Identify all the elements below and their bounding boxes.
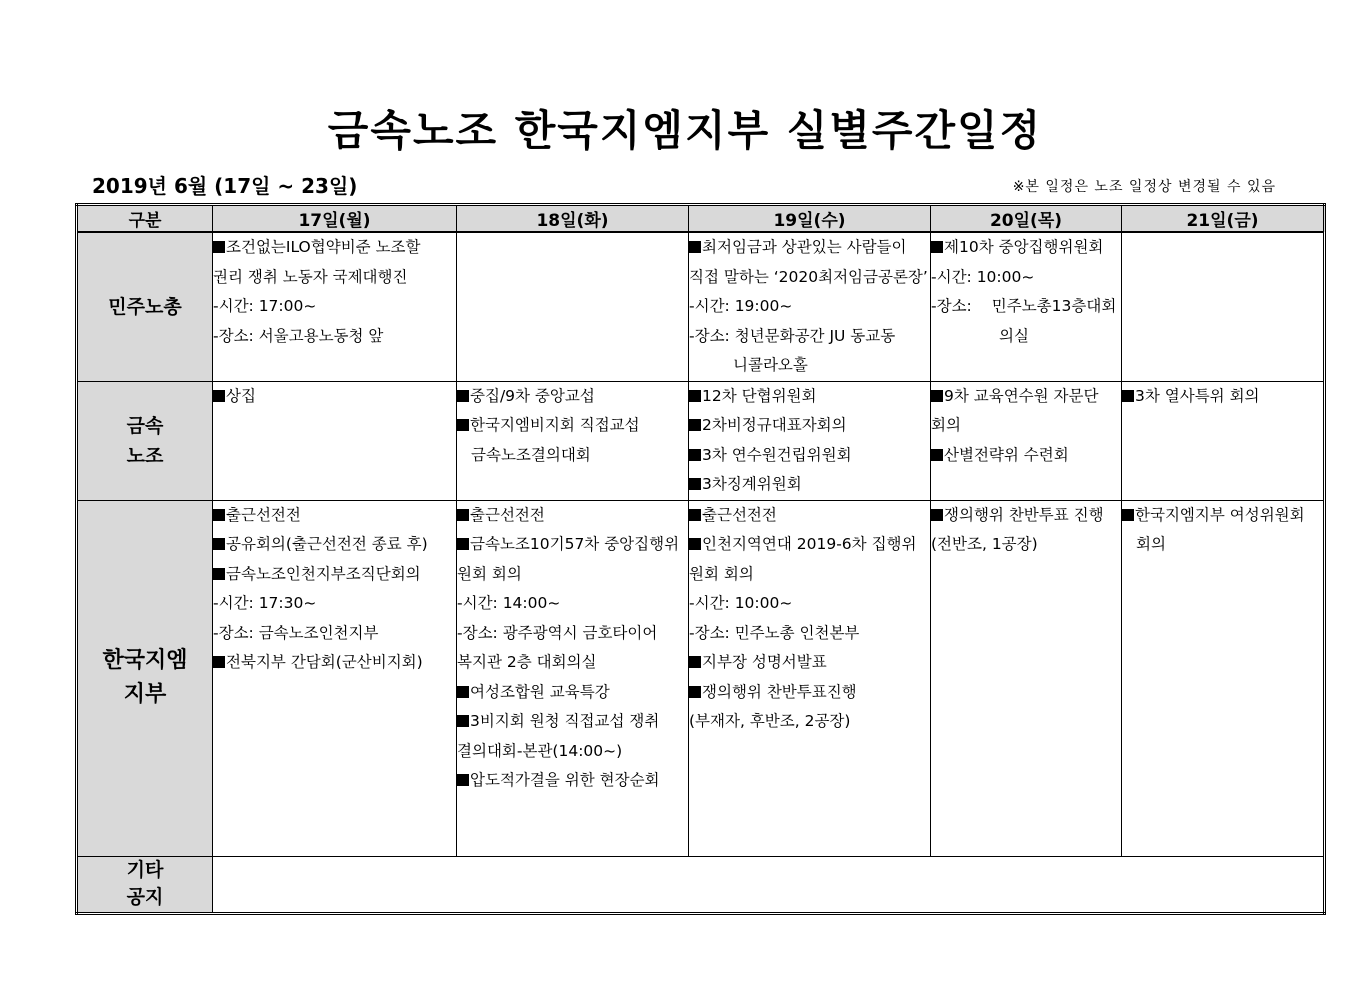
cell-gm-thu (931, 500, 1122, 856)
schedule-line: 3차징계위원회 (689, 470, 930, 500)
schedule-line: -시간: 17:00~ (213, 297, 317, 315)
cell-kctu-thu (931, 232, 1122, 381)
schedule-line: 공유회의(출근선전전 종료 후) (213, 530, 456, 560)
bullet-square-icon (1122, 509, 1134, 521)
cell-kmwu-mon (213, 381, 457, 500)
bullet-square-icon (689, 478, 701, 490)
row-header-label: 지부 (123, 682, 167, 707)
schedule-period: 2019년 6월 (17일 ~ 23일) (92, 174, 358, 198)
schedule-line: 한국지엠지부 여성위원회 (1122, 501, 1323, 531)
bullet-square-icon (457, 774, 469, 786)
schedule-line: 쟁의행위 찬반투표진행 (689, 678, 930, 708)
row-header-gm (77, 500, 213, 856)
schedule-line: -시간: 14:00~ (457, 594, 561, 612)
row-header-label: 기타 (126, 859, 164, 881)
cell-kmwu-fri (1122, 381, 1325, 500)
table-row (77, 232, 1325, 381)
column-header-tue: 18일(화) (457, 205, 689, 233)
bullet-square-icon (689, 656, 701, 668)
schedule-line: -시간: 10:00~ (689, 594, 793, 612)
weekly-schedule-table (75, 203, 1326, 915)
schedule-line: 여성조합원 교육특강 (457, 678, 688, 708)
row-header-label: 공지 (126, 886, 164, 908)
schedule-line: 출근선전전 (689, 501, 930, 531)
schedule-line: 쟁의행위 찬반투표 진행 (931, 501, 1121, 531)
row-header-label: 노조 (126, 444, 164, 467)
column-header-category: 구분 (77, 205, 213, 233)
cell-kctu-wed (689, 232, 931, 381)
bullet-square-icon (213, 568, 225, 580)
schedule-line: (전반조, 1공장) (931, 535, 1038, 553)
schedule-line: 중집/9차 중앙교섭 (457, 382, 688, 412)
row-header-label: 민주노총 (108, 295, 182, 318)
schedule-line: -장소: 청년문화공간 JU 동교동 (689, 326, 896, 345)
schedule-line: -시간: 10:00~ (931, 267, 1035, 286)
table-header-row (77, 205, 1325, 233)
cell-gm-fri (1122, 500, 1325, 856)
page-title: 금속노조 한국지엠지부 실별주간일정 (327, 106, 1043, 155)
cell-kctu-fri (1122, 232, 1325, 381)
schedule-line: 금속노조인천지부조직단회의 (213, 560, 456, 590)
cell-gm-mon (213, 500, 457, 856)
bullet-square-icon (689, 509, 701, 521)
schedule-line: 의실 (999, 326, 1029, 345)
bullet-square-icon (213, 509, 225, 521)
schedule-line: 권리 쟁취 노동자 국제대행진 (213, 267, 408, 286)
schedule-line: 회의 (931, 416, 961, 434)
table-row (77, 500, 1325, 856)
cell-kmwu-tue (457, 381, 689, 500)
table-row (77, 381, 1325, 500)
schedule-line: -장소: 서울고용노동청 앞 (213, 326, 384, 345)
bullet-square-icon (457, 538, 469, 550)
row-header-etc (77, 856, 213, 913)
bullet-square-icon (457, 390, 469, 402)
bullet-square-icon (931, 241, 943, 253)
row-header-kmwu (77, 381, 213, 500)
cell-kctu-tue (457, 232, 689, 381)
schedule-line: 최저임금과 상관있는 사람들이 (689, 233, 930, 263)
table-row (77, 856, 1325, 913)
schedule-line: 원회 회의 (689, 564, 754, 583)
schedule-line: 3비지회 원청 직접교섭 쟁취 (457, 707, 688, 737)
schedule-line: 상집 (213, 382, 456, 412)
schedule-line: 복지관 2층 대회의실 (457, 653, 597, 671)
bullet-square-icon (689, 449, 701, 461)
schedule-line: 지부장 성명서발표 (689, 648, 930, 678)
bullet-square-icon (213, 241, 225, 253)
schedule-line: 제10차 중앙집행위원회 (931, 233, 1121, 263)
bullet-square-icon (931, 449, 943, 461)
schedule-line: 한국지엠비지회 직접교섭 (457, 411, 688, 441)
schedule-line: 금속노조결의대회 (471, 445, 591, 464)
schedule-line: 금속노조10기57차 중앙집행위 (457, 530, 688, 560)
schedule-line: 직접 말하는 ‘2020최저임금공론장’ (689, 267, 928, 286)
bullet-square-icon (213, 538, 225, 550)
cell-kmwu-wed (689, 381, 931, 500)
cell-kmwu-thu (931, 381, 1122, 500)
schedule-line: 결의대회-본관(14:00~) (457, 741, 623, 760)
schedule-line: 회의 (1136, 535, 1166, 553)
cell-gm-tue (457, 500, 689, 856)
cell-kctu-mon (213, 232, 457, 381)
schedule-line: 출근선전전 (457, 501, 688, 531)
schedule-line: 산별전략위 수련회 (931, 441, 1121, 471)
bullet-square-icon (457, 509, 469, 521)
row-header-kctu (77, 232, 213, 381)
schedule-line: -시간: 19:00~ (689, 297, 793, 315)
cell-gm-wed (689, 500, 931, 856)
schedule-line: -장소: 광주광역시 금호타이어 (457, 623, 658, 642)
bullet-square-icon (689, 419, 701, 431)
schedule-line: 9차 교육연수원 자문단 (931, 382, 1121, 412)
schedule-line: 니콜라오홀 (733, 356, 808, 374)
schedule-line: -시간: 17:30~ (213, 594, 317, 612)
column-header-fri: 21일(금) (1122, 205, 1325, 233)
schedule-line: 조건없는ILO협약비준 노조할 (213, 233, 456, 263)
schedule-line: 인천지역연대 2019-6차 집행위 (689, 530, 930, 560)
schedule-line: 원회 회의 (457, 564, 522, 583)
bullet-square-icon (689, 390, 701, 402)
schedule-line: (부재자, 후반조, 2공장) (689, 712, 851, 730)
bullet-square-icon (457, 686, 469, 698)
schedule-line: 3차 연수원건립위원회 (689, 441, 930, 471)
bullet-square-icon (213, 656, 225, 668)
bullet-square-icon (1122, 390, 1134, 402)
bullet-square-icon (689, 241, 701, 253)
schedule-notice: ※본 일정은 노조 일정상 변경될 수 있음 (1012, 179, 1276, 195)
bullet-square-icon (213, 390, 225, 402)
schedule-line: -장소: 민주노총 인천본부 (689, 623, 860, 642)
bullet-square-icon (689, 686, 701, 698)
row-header-label: 한국지엠 (102, 648, 188, 673)
bullet-square-icon (457, 419, 469, 431)
schedule-line: -장소: 민주노총13층대회 (931, 297, 1117, 315)
bullet-square-icon (931, 390, 943, 402)
schedule-line: 압도적가결을 위한 현장순회 (457, 766, 688, 796)
schedule-line: 3차 열사특위 회의 (1122, 382, 1323, 412)
schedule-line: 12차 단협위원회 (689, 382, 930, 412)
bullet-square-icon (457, 715, 469, 727)
schedule-line: 2차비정규대표자회의 (689, 411, 930, 441)
schedule-line: -장소: 금속노조인천지부 (213, 623, 379, 642)
bullet-square-icon (931, 509, 943, 521)
column-header-thu: 20일(목) (931, 205, 1122, 233)
column-header-mon: 17일(월) (213, 205, 457, 233)
schedule-line: 출근선전전 (213, 501, 456, 531)
column-header-wed: 19일(수) (689, 205, 931, 233)
cell-etc-notice (213, 856, 1325, 913)
row-header-label: 금속 (126, 414, 164, 437)
schedule-line: 전북지부 간담회(군산비지회) (213, 648, 456, 678)
bullet-square-icon (689, 538, 701, 550)
